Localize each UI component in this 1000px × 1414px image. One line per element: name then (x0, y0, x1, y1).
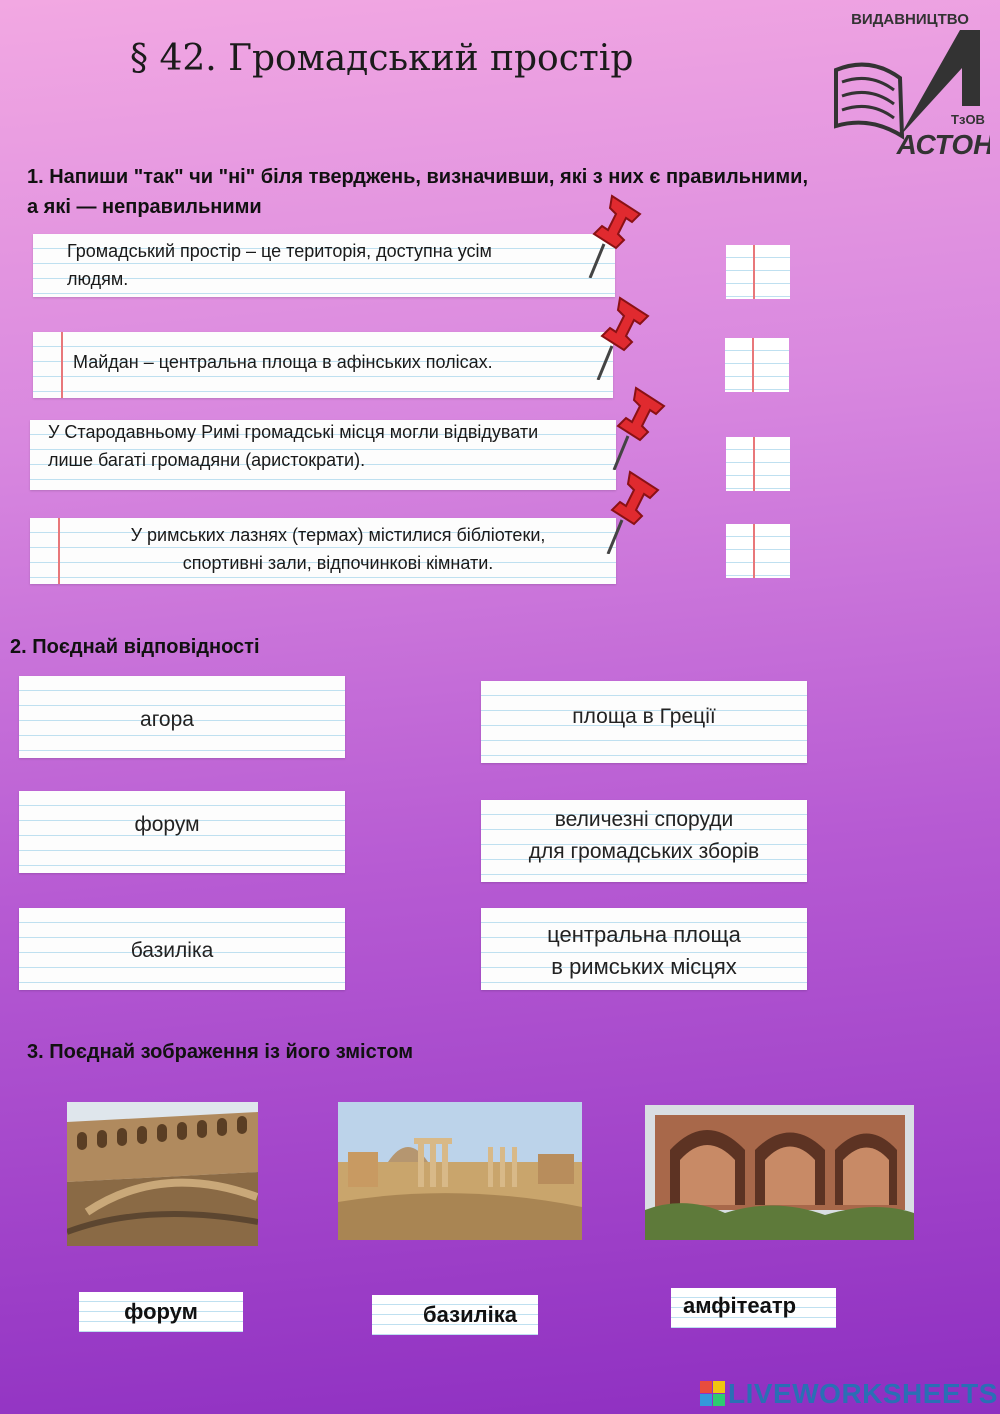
pushpin-icon (590, 290, 660, 380)
match-definition-3[interactable]: центральна площа в римських місцях (481, 908, 807, 990)
publisher-logo (830, 8, 990, 158)
task1-heading-line1: 1. Напиши "так" чи "ні" біля тверджень, визначивши, які з них є правильними, (27, 166, 808, 188)
statement-card-1 (33, 234, 615, 297)
statement-text-4: У римських лазнях (термах) містилися бібліотеки, спортивні зали, відпочинкові кімнати. (130, 525, 546, 573)
task2-heading: 2. Поєднай відповідності (10, 636, 260, 658)
statement-card-2 (33, 332, 613, 398)
liveworksheets-text: LIVEWORKSHEETS (728, 1378, 998, 1409)
svg-text:ВИДАВНИЦТВО: ВИДАВНИЦТВО (851, 11, 969, 28)
match-term-1[interactable]: агора (19, 676, 345, 758)
match-term-2[interactable]: форум (19, 791, 345, 873)
pushpin-icon (582, 188, 652, 278)
image-label-3[interactable]: амфітеатр (671, 1288, 836, 1328)
liveworksheets-logo (700, 1380, 998, 1408)
match-definition-1[interactable]: площа в Греції (481, 681, 807, 763)
basilica-photo[interactable] (645, 1105, 914, 1240)
liveworksheets-badge-icon (700, 1381, 726, 1407)
task1-heading (27, 162, 808, 222)
statement-card-3 (30, 420, 616, 490)
task1-heading-line2: а які — неправильними (27, 196, 262, 218)
pushpin-icon (600, 464, 670, 554)
match-term-3[interactable]: базиліка (19, 908, 345, 990)
page-title: § 42. Громадський простір (130, 38, 634, 79)
pushpin-icon (606, 380, 676, 470)
svg-text:ТзОВ: ТзОВ (951, 112, 985, 127)
statement-text-2: Майдан – центральна площа в афінських полісах. (73, 352, 493, 372)
answer-box-1[interactable] (726, 245, 790, 299)
answer-box-3[interactable] (726, 437, 790, 491)
task3-heading: 3. Поєднай зображення із його змістом (27, 1041, 414, 1063)
answer-box-4[interactable] (726, 524, 790, 578)
colosseum-photo[interactable] (67, 1102, 258, 1246)
image-label-1[interactable]: форум (79, 1292, 243, 1332)
answer-box-2[interactable] (725, 338, 789, 392)
match-definition-2[interactable]: величезні споруди для громадських зборів (481, 800, 807, 882)
svg-text:АСТОН: АСТОН (896, 129, 990, 158)
roman-forum-photo[interactable] (338, 1102, 582, 1240)
statement-card-4 (30, 518, 616, 584)
image-label-2[interactable]: базиліка (372, 1295, 538, 1335)
statement-text-1: Громадський простір – це територія, доступна усім людям. (67, 241, 492, 289)
statement-text-3: У Стародавньому Римі громадські місця могли відвідувати лише багаті громадяни (аристократи). (48, 422, 539, 470)
